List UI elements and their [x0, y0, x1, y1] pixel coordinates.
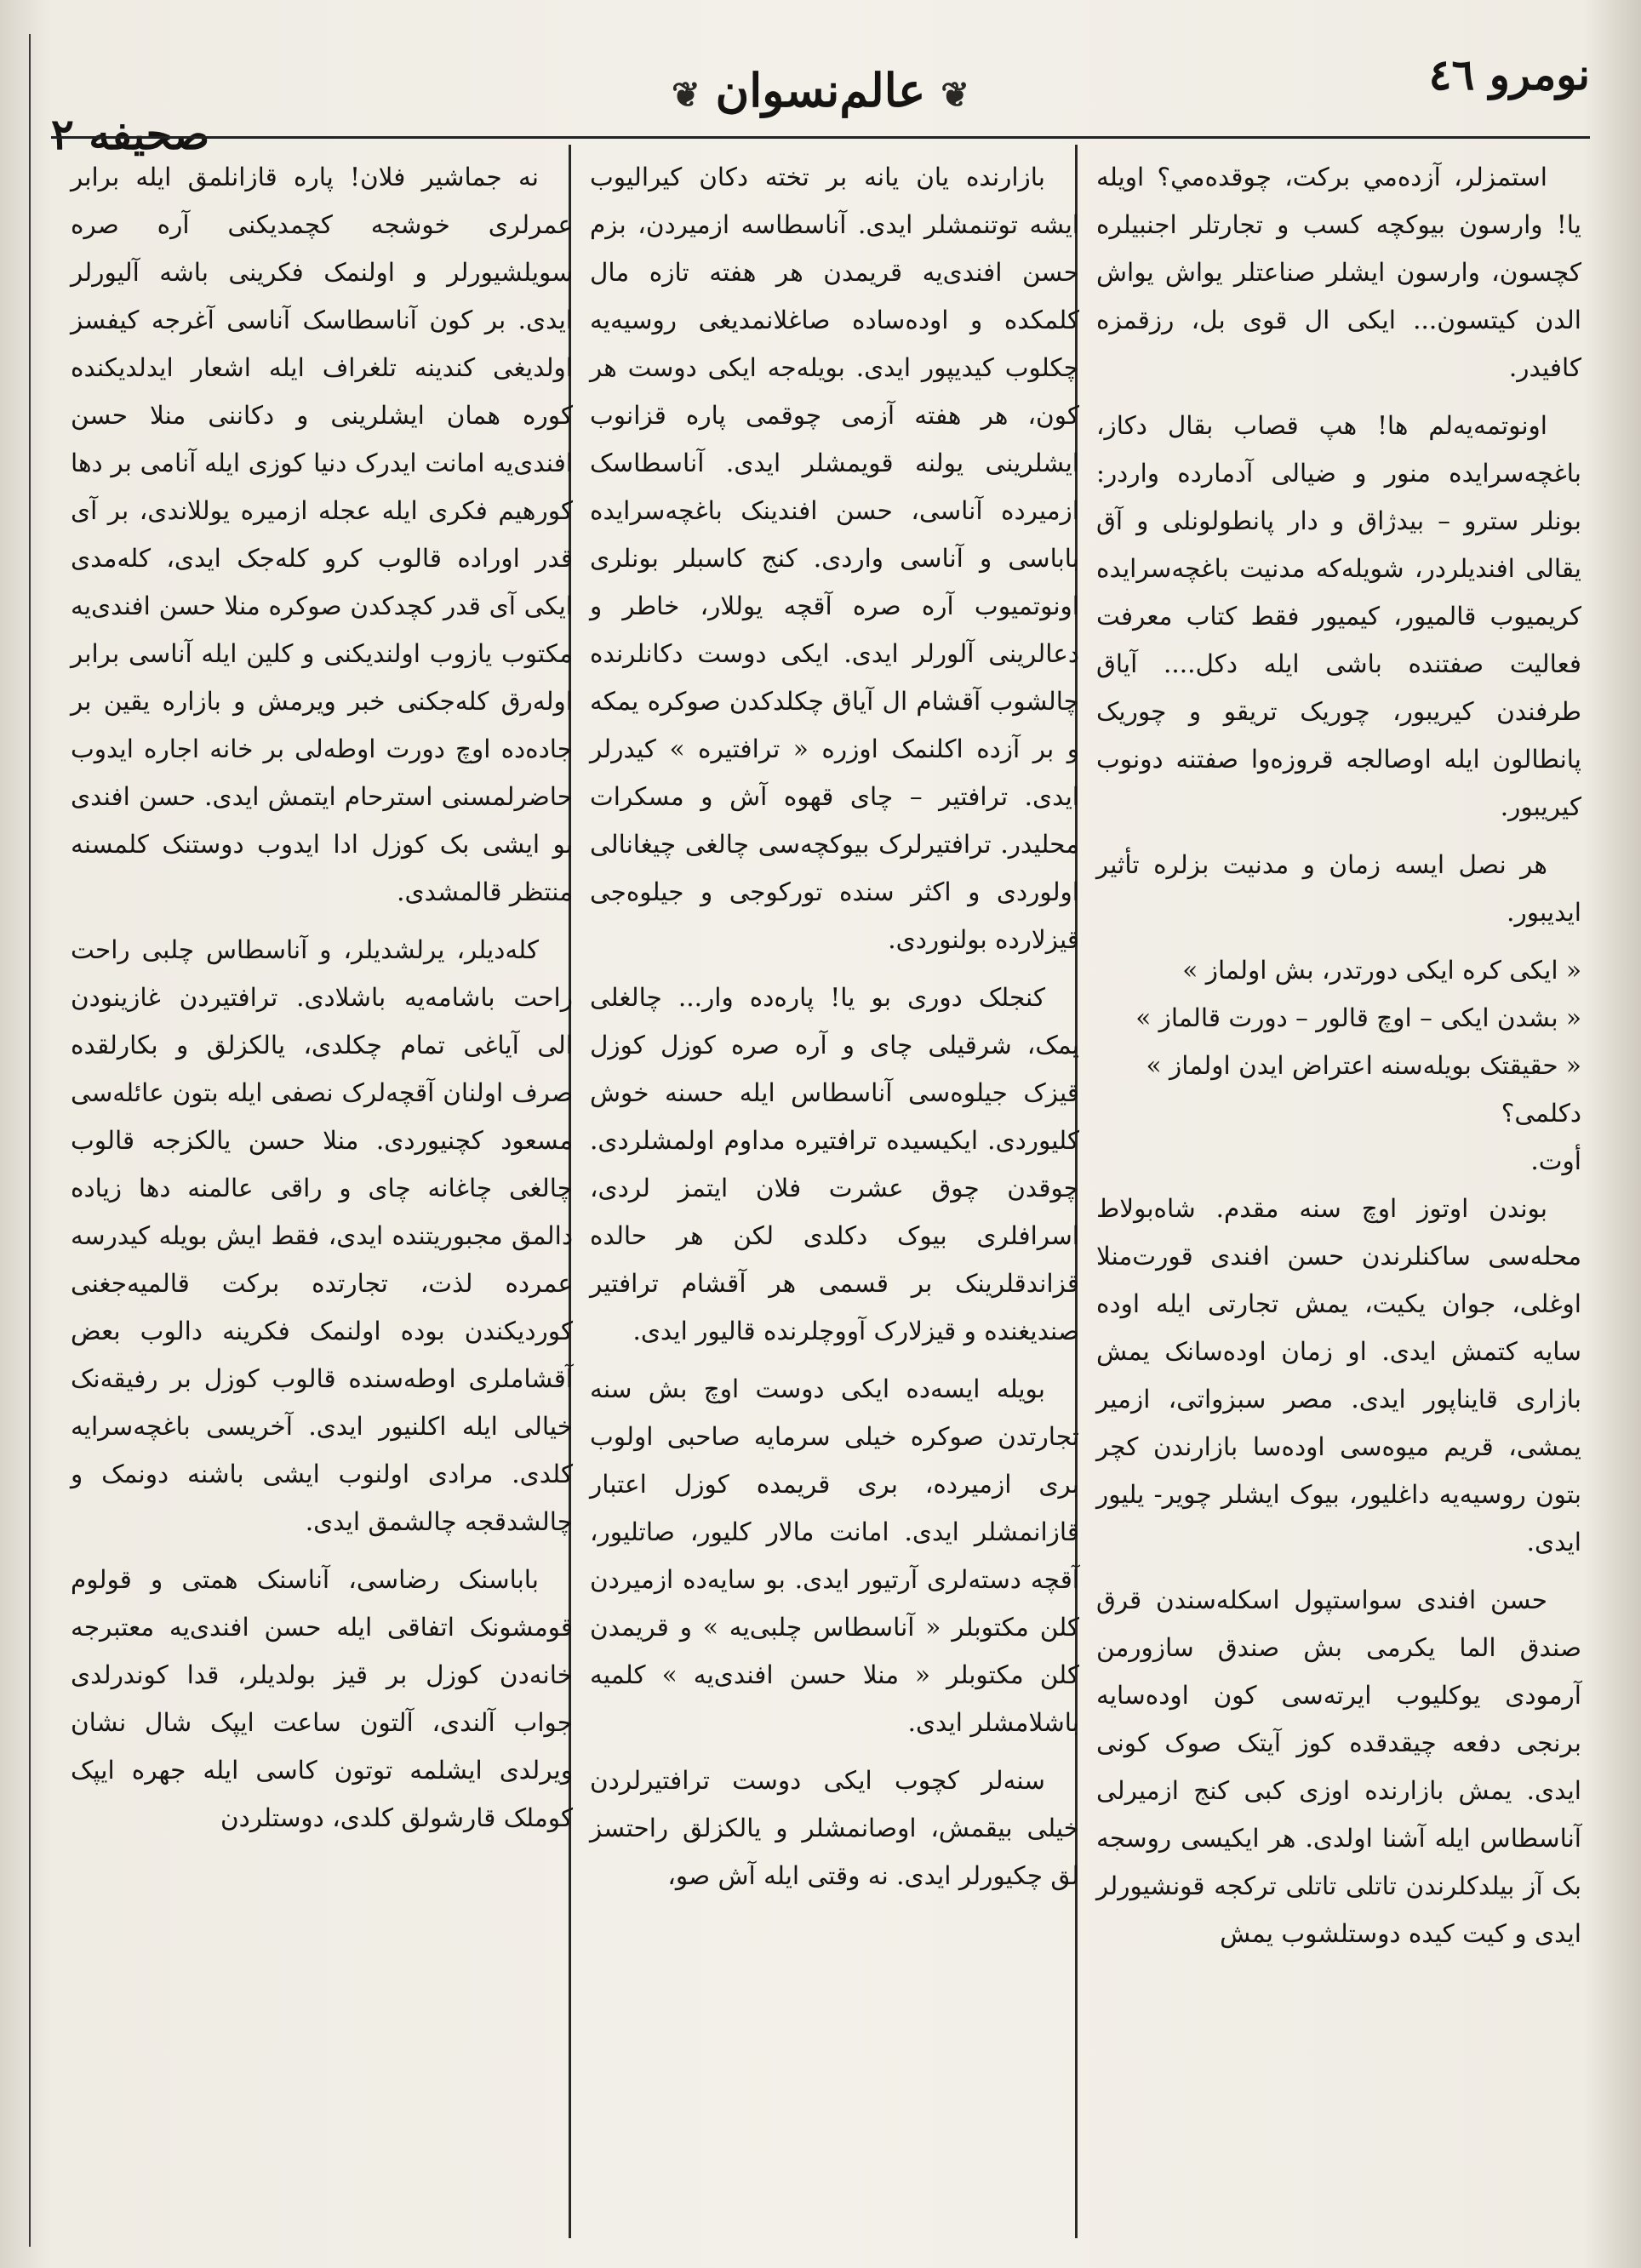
page-number: صحیفه ٢: [51, 109, 210, 159]
paragraph: بوندن اوتوز اوچ سنه مقدم. شاه‌بولاط محله‌سی ساکنلرندن حسن افندی قورت‌منلا اوغلی، جوان یکیت، یمش تجارتی ایله اوده سایه کتمش ایدی. او زمان اوده‌سانک یمش بازاری قایناپور ایدی. مصر سبزواتی، ازمیر یمشی، قریم میوه‌سی اوده‌سا بازارندن کچر بتون روسیه‌یه داغلیور، بیوک ایشلر چویر- یلیور ایدی.: [1096, 1194, 1581, 1557]
quote-line: « ایکی کره ایکی دورتدر، بش اولماز »: [1182, 956, 1581, 985]
column-2: [581, 153, 1088, 2230]
ornament-right-icon: ❦: [672, 75, 700, 115]
column-1: [1088, 153, 1590, 2230]
paragraph: نه جماشیر فلان! پاره قازانلمق ایله برابر عمرلری خوشجه کچمدیکنی آره صره سویلشیورلر و اولنمک فکرینی باشه آلیورلر ایدی. بر کون آناسطاسک آناسی آغرجه کیفسز اولدیغی کندینه تلغراف ایله اشعار ایدلدیکنده کوره همان ایشلرینی و دکاننی منلا حسن افندی‌یه امانت ایدرک دنیا کوزی ایله آنامی بر دها کورهیم فکری ایله عجله ازمیره یوللاندی، بر آی قدر اوراده قالوب کرو کله‌جک ایدی، کله‌مدی ایکی آی قدر کچدکدن صوکره منلا حسن افندی‌یه مکتوب یازوب اولندیکنی و کلین ایله آناسی برابر اوله‌رق کله‌جکنی خبر ویرمش و بازاره یقین بر جاده‌ده اوچ دورت اوطه‌لی بر خانه اجاره ایدوب حاضرلمسنی استرحام ایتمش ایدی. حسن افندی بو ایشی بک کوزل ادا ایدوب دوستنک کلمسنه منتظر قالمشدی.: [71, 163, 573, 906]
masthead: [51, 43, 1590, 159]
newspaper-title: [51, 63, 1590, 117]
paragraph: استمزلر، آزده‌مي برکت، چوقده‌مي؟ اویله یا! وارسون بیوکچه کسب و تجارتلر اجنبیلره کچسون، وارسون ایشلر صناعتلر یواش یواش الدن کیتسون... ایکی ال قوی بل، رزقمزه کافیدر.: [1096, 163, 1581, 382]
quote-line: « بشدن ایکی – اوچ قالور – دورت قالماز »: [1135, 1003, 1581, 1032]
ornament-left-icon: ❦: [941, 75, 969, 115]
paragraph: باباسنک رضاسی، آناسنک همتی و قولوم قومشونک اتفاقی ایله حسن افندی‌یه معتبرجه خانه‌دن کوزل بر قیز بولدیلر، قدا کوندرلدی جواب آلندی، آلتون ساعت ایپک شال نشان ویرلدی ایشلمه توتون کاسی ایله جهره ایپک کوملک قارشولق کلدی، دوستلردن: [71, 1565, 573, 1832]
column-3: [62, 153, 581, 2230]
paragraph: هر نصل ایسه زمان و مدنیت بزلره تأثیر ایدیبور.: [1096, 850, 1581, 927]
paragraph: أوت.: [1530, 1146, 1581, 1175]
paragraph: بویله ایسه‌ده ایکی دوست اوچ بش سنه تجارتدن صوکره خیلی سرمایه صاحبی اولوب بری ازمیرده، بری قریمده کوزل اعتبار قازانمشلر ایدی. امانت مالار کلیور، صاتلیور، آقچه دسته‌لری آرتیور ایدی. بو سایه‌ده ازمیردن کلن مکتوبلر « آناسطاس چلبی‌یه » و قریمدن کلن مکتوبلر « منلا حسن افندی‌یه » کلمیه باشلامشلر ایدی.: [590, 1374, 1079, 1737]
paragraph: بازارنده یان یانه بر تخته دکان کیرالیوب ایشه توتنمشلر ایدی. آناسطاسه ازمیردن، بزم حسن افندی‌یه قریمدن هر هفته تازه مال کلمکده و اوده‌سا‌ده صاغلانمدیغی روسیه‌یه چکلوب کیدیپور ایدی. بویله‌جه ایکی دوست هر کون، هر هفته آزمی چوقمی پاره قزانوب ایشلرینی یولنه قویمشلر ایدی. آناسطاسک ازمیرده آناسی، حسن افندینک باغچه‌سرایده باباسی و آناسی واردی. کنج کاسبلر بونلری اونوتمیوب آره صره آقچه یوللار، خاطر و دعالرینی آلورلر ایدی. ایکی دوست دکانلرنده چالشوب آقشام ال آیاق چکلدکدن صوکره یمکه و بر آزده اکلنمک اوزره « ترافتیره » کیدرلر ایدی. ترافتیر – چای قهوه آش و مسکرات محلیدر. ترافتیرلرک بیوکچه‌سی چالغی چیغانالی اولوردی و اکثر سنده تورکوجی و جیلوه‌جی قیزلارده بولنوردی.: [590, 163, 1079, 954]
paragraph: کله‌دیلر، یرلشدیلر، و آناسطاس چلبی راحت راحت باشامه‌یه باشلادی. ترافتیردن غازینودن الی آیاغی تمام چکلدی، یالکزلق و بکارلقده صرف اولنان آقچه‌لرک نصفی ایله بتون عائله‌سی مسعود کچنیوردی. منلا حسن یالکزجه قالوب چالغی چاغانه چای و راقی عالمنه دها زیاده دالمق مجبوریتنده ایدی، فقط ایش بویله کیدرسه عمرده لذت، تجارتده برکت قالمیه‌جغنی کوردیکندن بوده اولنمک فکرینه دالوب بعض آقشاملری اوطه‌سنده قالوب کوزل بر رفیقه‌نک خیالی ایله اکلنیور ایدی. آخریسی باغچه‌سرایه کلدی. مرادی اولنوب ایشی باشنه دونمک و چالشدقجه چالشمق ایدی.: [71, 935, 573, 1536]
title-text: عالم‌نسوان: [715, 63, 926, 117]
paragraph: کنجلک دوری بو یا! پاره‌ده وار... چالغلی یمک، شرقیلی چای و آره صره کوزل کوزل قیزک جیلوه‌سی آناسطاس ایله حسنه خوش کلیوردی. ایکیسیده ترافتیره مداوم اولمشلردی. چوقدن چوق عشرت فلان ایتمز لردی، اسرافلری بیوک دکلدی لکن هر حالده قزاندقلرینک بر قسمی هر آقشام ترافتیر صندیغنده و قیزلارک آووچلرنده قالیور ایدی.: [590, 983, 1079, 1345]
paragraph: سنه‌لر کچوب ایکی دوست ترافتیرلردن خیلی بیقمش، اوصانمشلر و یالکزلق راحتسز لق چکیورلر ایدی. نه وقتی ایله آش صو،: [590, 1766, 1079, 1890]
paragraph: اونوتمه‌یه‌لم ها! هپ قصاب بقال دکاز، باغچه‌سرایده منور و ضیالی آدمارده واردر: بونلر سترو – بیدژاق و دار پانطولونلی و آق یقالی افندیلردر، شویله‌که مدنیت باغچه‌سرایده کریمیوب قالمیور، کیمیور فقط کتاب معرفت فعالیت صفتنده باشی ایله دکل.... آیاق طرفندن کیریبور، چوریک تریقو و چوریک پانطالون ایله اوصالجه قروزه‌وا صفتنه دونوب کیریبور.: [1096, 411, 1581, 821]
quote-line: « حقیقتک بویله‌سنه اعتراض ایدن اولماز »: [1146, 1051, 1581, 1080]
page-edge-rule: [29, 34, 31, 2247]
paragraph: دکلمی؟: [1501, 1099, 1581, 1128]
header-rule: [51, 136, 1590, 139]
issue-number: نومرو ٤٦: [1428, 49, 1590, 100]
paragraph: حسن افندی سواستپول اسکله‌سندن قرق صندق الما یکرمی بش صندق سازورمن آرمودی یوکلیوب ایرته‌سی کون اوده‌سایه برنجی دفعه چیقدقده کوز آیتک صوک کونی ایدی. یمش بازارنده اوزی کبی کنج ازمیرلی آناسطاس ایله آشنا اولدی. هر ایکیسی روسجه بک آز بیلدکلرندن تاتلی تاتلی ترکجه قونشیورلر ایدی و کیت کیده دوستلشوب یمش: [1096, 1585, 1581, 1948]
